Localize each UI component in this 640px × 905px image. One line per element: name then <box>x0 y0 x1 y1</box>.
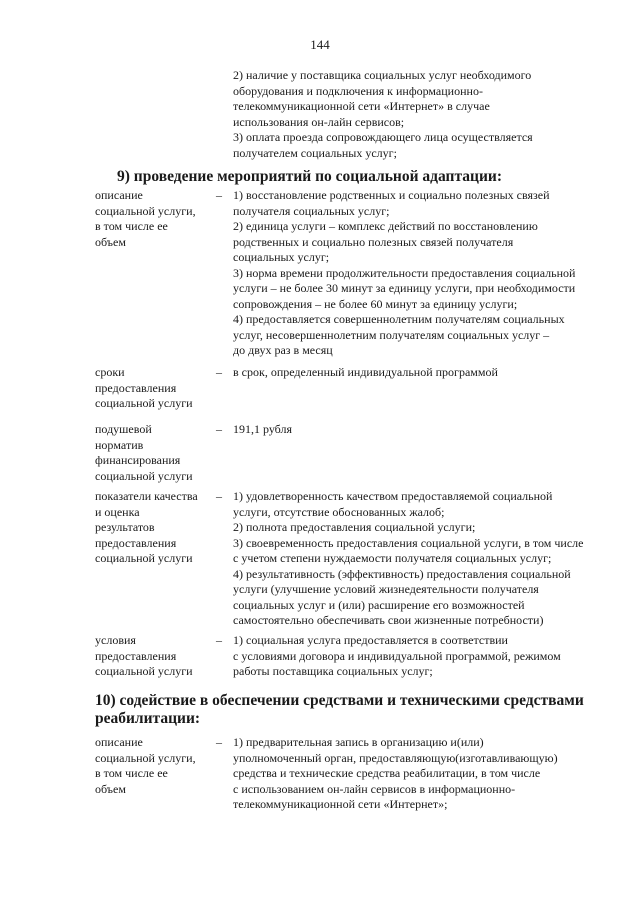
section-10-heading: 10) содействие в обеспечении средствами и техническими средствами реабилитации: <box>95 692 584 727</box>
intro-item: 2) наличие у поставщика социальных услуг необходимого оборудования и подключения к информационно- телекоммуникационной сети «Интернет» в случае использования он-лайн сервисов; <box>233 68 532 129</box>
intro-continuation <box>233 68 603 161</box>
row-content: 1) удовлетворенность качеством предоставляемой социальной услуги, отсутствие обоснованных жалоб; 2) полнота предоставления социальной услуги; 3) своевременность предоставления социальной услуги, в том числе с учетом степени нуждаемости получателя социальных услуг; 4) результативность (эффективность) предоставления социальной услуги (улучшение условий жизнедеятельности получателя социальных услуг и (или) расширение его возможностей самостоятельно обеспечивать свои жизненные потребности) <box>233 489 584 627</box>
row-dash: – <box>216 489 222 503</box>
row-content: 191,1 рубля <box>233 422 292 436</box>
row-label: описание социальной услуги, в том числе ее объем <box>95 735 196 796</box>
row-dash: – <box>216 365 222 379</box>
row-dash: – <box>216 735 222 749</box>
row-label: описание социальной услуги, в том числе ее объем <box>95 188 196 249</box>
intro-item: 3) оплата проезда сопровождающего лица осуществляется получателем социальных услуг; <box>233 130 533 160</box>
row-label: подушевой ноpматив финансирования социальной услуги <box>95 422 193 483</box>
row-dash: – <box>216 188 222 202</box>
row-label: сроки предоставления социальной услуги <box>95 365 193 410</box>
row-label: условия предоставления социальной услуги <box>95 633 193 678</box>
row-content: 1) восстановление родственных и социально полезных связей получателя социальных услуг; 2) единица услуги – комплекс действий по восстановлению родственных и социально полезных связей получателя социальных услуг; 3) норма времени продолжительности предоставления социальной услуги – не более 30 минут за единицу услуги, при необходимости сопровождения – не более 60 минут за единицу услуги; 4) предоставляется совершеннолетним получателям социальных услуг, несовершеннолетним получателям социальных услуг – до двух раз в месяц <box>233 188 576 357</box>
page-number: 144 <box>310 37 330 52</box>
row-content: 1) предварительная запись в организацию и(или) уполномоченный орган, предоставляющую(изготавливающую) средства и технические средства реабилитации, в том числе с использованием он-лайн сервисов в информационно- телекоммуникационной сети «Интернет»; <box>233 735 558 811</box>
row-label: показатели качества и оценка результатов предоставления социальной услуги <box>95 489 198 565</box>
row-content: 1) социальная услуга предоставляется в соответствии с условиями договора и индивидуальной программой, режимом работы поставщика социальных услуг; <box>233 633 561 678</box>
section-9-heading: 9) проведение мероприятий по социальной адаптации: <box>117 168 502 185</box>
row-dash: – <box>216 633 222 647</box>
row-content: в срок, определенный индивидуальной программой <box>233 365 498 379</box>
row-dash: – <box>216 422 222 436</box>
